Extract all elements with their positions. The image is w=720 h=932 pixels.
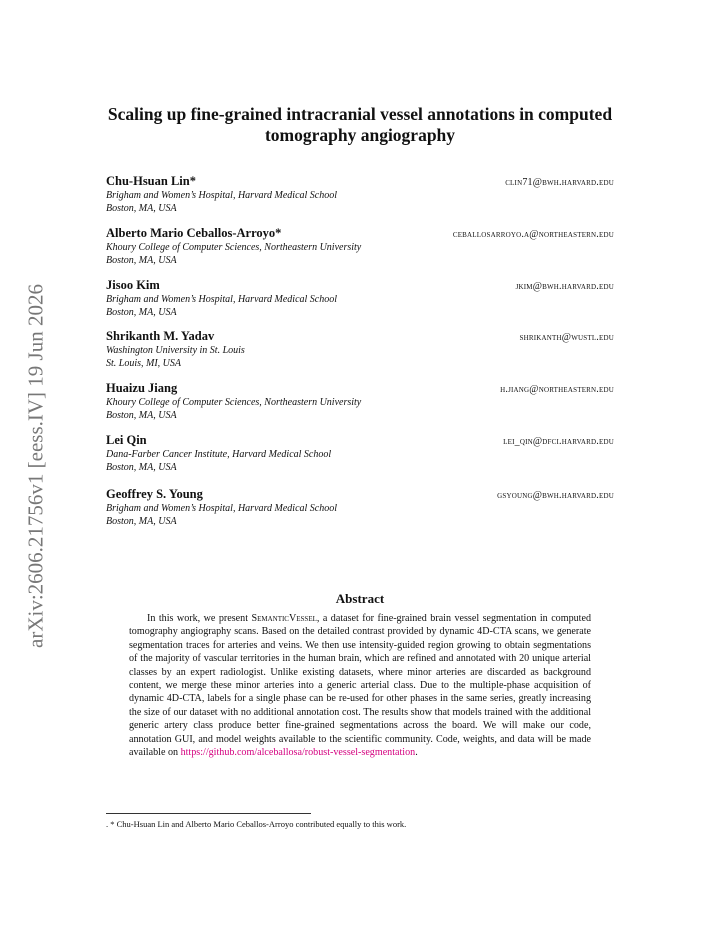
- author-email: jkim@bwh.harvard.edu: [515, 281, 614, 292]
- abstract-body: [129, 612, 591, 759]
- arxiv-sidebar-id: arXiv:2606.21756v1 [eess.IV] 19 Jun 2026: [23, 284, 48, 648]
- author-block: [106, 174, 614, 215]
- dataset-name: SemanticVessel: [251, 613, 317, 624]
- author-affiliation: Washington University in St. Louis: [106, 345, 245, 356]
- author-name: Huaizu Jiang: [106, 381, 178, 395]
- author-name: Geoffrey S. Young: [106, 487, 203, 501]
- abstract-heading: Abstract: [335, 591, 385, 606]
- author-location: Boston, MA, USA: [106, 410, 177, 421]
- author-location: Boston, MA, USA: [106, 255, 177, 266]
- author-location: Boston, MA, USA: [106, 516, 177, 527]
- author-affiliation: Khoury College of Computer Sciences, Northeastern University: [106, 242, 362, 253]
- author-email: ceballosarroyo.a@northeastern.edu: [452, 229, 614, 240]
- abstract-text: In this work, we present: [147, 613, 252, 624]
- footnote: . * Chu-Hsuan Lin and Alberto Mario Ceballos-Arroyo contributed equally to this work.: [106, 819, 407, 829]
- author-name: Lei Qin: [106, 433, 147, 447]
- paper-title: Scaling up fine-grained intracranial vessel annotations in computed tomography angiography: [107, 104, 613, 145]
- author-affiliation: Khoury College of Computer Sciences, Northeastern University: [106, 397, 362, 408]
- author-block: [106, 329, 614, 370]
- author-location: Boston, MA, USA: [106, 462, 177, 473]
- author-block: [106, 226, 614, 267]
- author-location: Boston, MA, USA: [106, 307, 177, 318]
- author-location: Boston, MA, USA: [106, 203, 177, 214]
- author-block: [106, 433, 614, 474]
- footnote-rule: [106, 813, 311, 814]
- author-block: [106, 381, 614, 422]
- code-link[interactable]: https://github.com/alceballosa/robust-vessel-segmentation: [180, 747, 416, 759]
- abstract-text: , a dataset for fine-grained brain vessel segmentation in computed tomography angiography scans. Based on the detailed contrast provided by dynamic 4D-CTA scans, we generate segmentation traces for arteries and veins. We then use intensity-guided region growing to obtain segmentations of the majority of vascular territories in the human brain, which are refined and annotated with 20 unique arterial classes by an expert radiologist. Unlike existing datasets, where minor arteries are discarded as background content, we merge these minor arteries into a generic arterial class. Due to the multiple-phase acquisition of dynamic 4D-CTA, labels for a single phase can be re-used for other phases in the same series, greatly increasing the size of our dataset with no additional annotation cost. The results show that models trained with the additional generic artery class produce better fine-grained segmentations across the board. We will make our code, annotation GUI, and model weights available to the scientific community. Code, weights, and data will be made available on: [129, 613, 591, 759]
- author-name: Jisoo Kim: [106, 278, 160, 292]
- author-affiliation: Brigham and Women’s Hospital, Harvard Medical School: [106, 503, 338, 514]
- author-email: shrikanth@wustl.edu: [519, 332, 614, 343]
- author-email: clin71@bwh.harvard.edu: [505, 177, 614, 188]
- author-name: Chu-Hsuan Lin*: [106, 174, 196, 188]
- author-email: gsyoung@bwh.harvard.edu: [497, 490, 614, 501]
- author-name: Alberto Mario Ceballos-Arroyo*: [106, 226, 282, 240]
- author-block: [106, 487, 614, 528]
- abstract-text: .: [415, 747, 418, 759]
- author-email: lei_qin@dfci.harvard.edu: [503, 436, 614, 447]
- author-affiliation: Brigham and Women’s Hospital, Harvard Medical School: [106, 190, 338, 201]
- author-location: St. Louis, MI, USA: [106, 358, 181, 369]
- author-affiliation: Dana-Farber Cancer Institute, Harvard Medical School: [106, 449, 332, 460]
- author-email: h.jiang@northeastern.edu: [500, 384, 614, 395]
- author-block: [106, 278, 614, 319]
- author-affiliation: Brigham and Women’s Hospital, Harvard Medical School: [106, 294, 338, 305]
- author-name: Shrikanth M. Yadav: [106, 329, 215, 343]
